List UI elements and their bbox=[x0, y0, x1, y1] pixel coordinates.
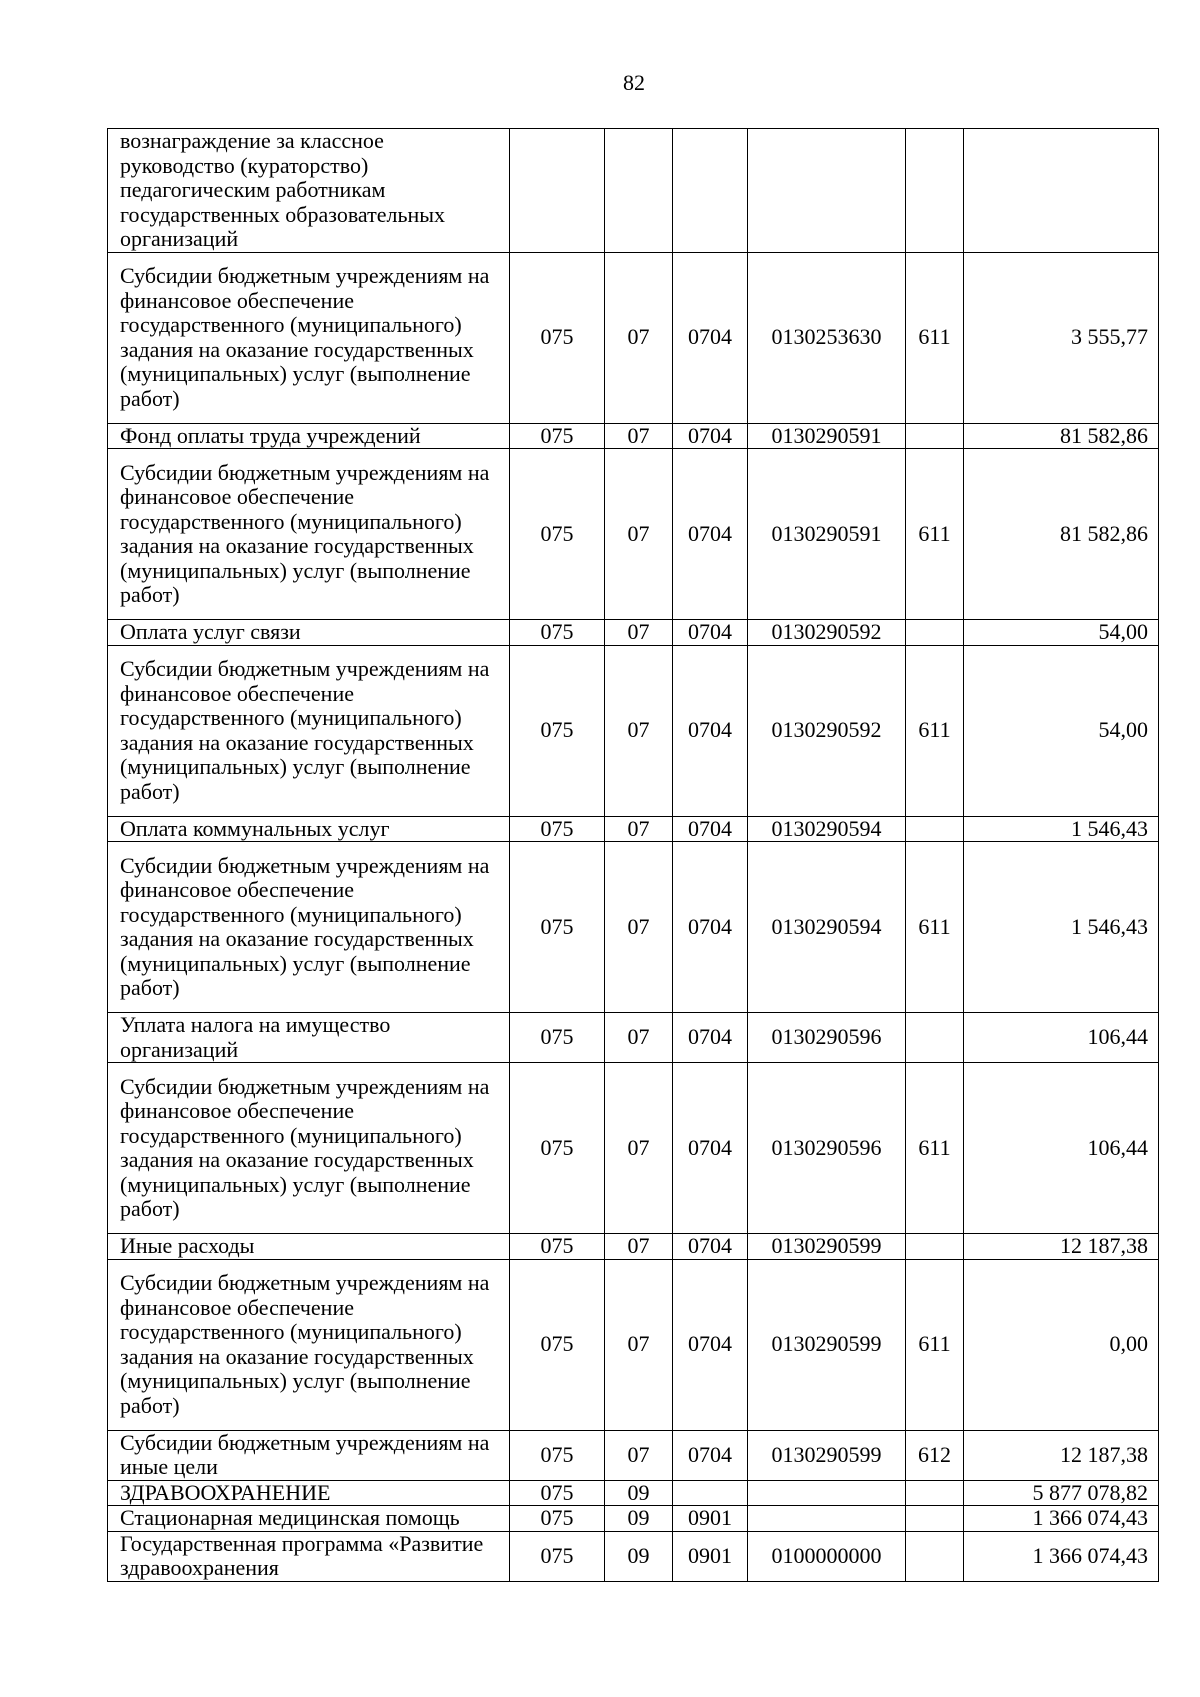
expense-type-cell bbox=[906, 620, 964, 646]
amount-cell: 12 187,38 bbox=[964, 1234, 1159, 1260]
org-code-cell: 075 bbox=[510, 1531, 605, 1581]
amount-cell: 1 546,43 bbox=[964, 816, 1159, 842]
amount-cell: 106,44 bbox=[964, 1063, 1159, 1234]
table-row bbox=[108, 1480, 1159, 1506]
subsection-code-cell: 0704 bbox=[673, 252, 748, 423]
amount-cell: 81 582,86 bbox=[964, 449, 1159, 620]
subsection-code-cell: 0704 bbox=[673, 1013, 748, 1063]
row-name-cell: Государственная программа «Развитие здравоохранения bbox=[108, 1531, 510, 1581]
row-name-cell: Субсидии бюджетным учреждениям на финансовое обеспечение государственного (муниципального) задания на оказание государственных (муниципальных) услуг (выполнение работ) bbox=[108, 252, 510, 423]
row-name-cell: Субсидии бюджетным учреждениям на иные цели bbox=[108, 1430, 510, 1480]
expense-type-cell bbox=[906, 816, 964, 842]
subsection-code-cell bbox=[673, 129, 748, 253]
target-code-cell bbox=[748, 1480, 906, 1506]
org-code-cell: 075 bbox=[510, 645, 605, 816]
target-code-cell: 0130290592 bbox=[748, 620, 906, 646]
table-row bbox=[108, 1234, 1159, 1260]
target-code-cell: 0130290596 bbox=[748, 1063, 906, 1234]
row-name-cell: Субсидии бюджетным учреждениям на финансовое обеспечение государственного (муниципального) задания на оказание государственных (муниципальных) услуг (выполнение работ) bbox=[108, 449, 510, 620]
target-code-cell: 0130290594 bbox=[748, 842, 906, 1013]
target-code-cell: 0130290599 bbox=[748, 1430, 906, 1480]
amount-cell: 3 555,77 bbox=[964, 252, 1159, 423]
subsection-code-cell: 0704 bbox=[673, 645, 748, 816]
amount-cell: 54,00 bbox=[964, 620, 1159, 646]
expense-type-cell bbox=[906, 129, 964, 253]
expense-type-cell: 612 bbox=[906, 1430, 964, 1480]
subsection-code-cell: 0901 bbox=[673, 1506, 748, 1532]
subsection-code-cell: 0704 bbox=[673, 620, 748, 646]
section-code-cell: 07 bbox=[605, 449, 673, 620]
table-row bbox=[108, 620, 1159, 646]
section-code-cell bbox=[605, 129, 673, 253]
section-code-cell: 09 bbox=[605, 1506, 673, 1532]
org-code-cell: 075 bbox=[510, 1013, 605, 1063]
row-name-cell: Фонд оплаты труда учреждений bbox=[108, 423, 510, 449]
row-name-cell: Оплата коммунальных услуг bbox=[108, 816, 510, 842]
org-code-cell: 075 bbox=[510, 423, 605, 449]
table-row bbox=[108, 449, 1159, 620]
subsection-code-cell bbox=[673, 1480, 748, 1506]
row-name-cell: ЗДРАВООХРАНЕНИЕ bbox=[108, 1480, 510, 1506]
org-code-cell: 075 bbox=[510, 816, 605, 842]
amount-cell: 0,00 bbox=[964, 1259, 1159, 1430]
expense-type-cell: 611 bbox=[906, 1063, 964, 1234]
expense-type-cell bbox=[906, 1531, 964, 1581]
org-code-cell bbox=[510, 129, 605, 253]
target-code-cell bbox=[748, 1506, 906, 1532]
section-code-cell: 07 bbox=[605, 816, 673, 842]
table-row bbox=[108, 1259, 1159, 1430]
section-code-cell: 09 bbox=[605, 1480, 673, 1506]
expense-type-cell bbox=[906, 1234, 964, 1260]
org-code-cell: 075 bbox=[510, 1234, 605, 1260]
subsection-code-cell: 0704 bbox=[673, 816, 748, 842]
org-code-cell: 075 bbox=[510, 620, 605, 646]
table-row bbox=[108, 1430, 1159, 1480]
org-code-cell: 075 bbox=[510, 842, 605, 1013]
table-row bbox=[108, 1506, 1159, 1532]
section-code-cell: 07 bbox=[605, 645, 673, 816]
table-row bbox=[108, 1063, 1159, 1234]
expense-type-cell: 611 bbox=[906, 842, 964, 1013]
org-code-cell: 075 bbox=[510, 1259, 605, 1430]
table-row bbox=[108, 842, 1159, 1013]
amount-cell: 1 546,43 bbox=[964, 842, 1159, 1013]
org-code-cell: 075 bbox=[510, 1506, 605, 1532]
target-code-cell: 0100000000 bbox=[748, 1531, 906, 1581]
target-code-cell: 0130290592 bbox=[748, 645, 906, 816]
table-row bbox=[108, 129, 1159, 253]
row-name-cell: Субсидии бюджетным учреждениям на финансовое обеспечение государственного (муниципального) задания на оказание государственных (муниципальных) услуг (выполнение работ) bbox=[108, 645, 510, 816]
section-code-cell: 07 bbox=[605, 1013, 673, 1063]
target-code-cell bbox=[748, 129, 906, 253]
section-code-cell: 07 bbox=[605, 1063, 673, 1234]
target-code-cell: 0130290591 bbox=[748, 449, 906, 620]
page-number: 82 bbox=[623, 70, 645, 95]
amount-cell: 12 187,38 bbox=[964, 1430, 1159, 1480]
section-code-cell: 07 bbox=[605, 620, 673, 646]
row-name-cell: Субсидии бюджетным учреждениям на финансовое обеспечение государственного (муниципального) задания на оказание государственных (муниципальных) услуг (выполнение работ) bbox=[108, 1063, 510, 1234]
amount-cell: 106,44 bbox=[964, 1013, 1159, 1063]
row-name-cell: Иные расходы bbox=[108, 1234, 510, 1260]
amount-cell: 1 366 074,43 bbox=[964, 1531, 1159, 1581]
section-code-cell: 07 bbox=[605, 842, 673, 1013]
row-name-cell: Оплата услуг связи bbox=[108, 620, 510, 646]
amount-cell: 1 366 074,43 bbox=[964, 1506, 1159, 1532]
expense-type-cell: 611 bbox=[906, 252, 964, 423]
section-code-cell: 07 bbox=[605, 1234, 673, 1260]
target-code-cell: 0130290599 bbox=[748, 1259, 906, 1430]
amount-cell: 81 582,86 bbox=[964, 423, 1159, 449]
row-name-cell: Стационарная медицинская помощь bbox=[108, 1506, 510, 1532]
amount-cell: 54,00 bbox=[964, 645, 1159, 816]
section-code-cell: 07 bbox=[605, 1259, 673, 1430]
table-row bbox=[108, 423, 1159, 449]
table-row bbox=[108, 645, 1159, 816]
expense-type-cell bbox=[906, 1480, 964, 1506]
target-code-cell: 0130290591 bbox=[748, 423, 906, 449]
row-name-cell: вознаграждение за классное руководство (кураторство) педагогическим работникам государственных образовательных организаций bbox=[108, 129, 510, 253]
subsection-code-cell: 0704 bbox=[673, 423, 748, 449]
expense-type-cell: 611 bbox=[906, 1259, 964, 1430]
row-name-cell: Субсидии бюджетным учреждениям на финансовое обеспечение государственного (муниципального) задания на оказание государственных (муниципальных) услуг (выполнение работ) bbox=[108, 1259, 510, 1430]
table-row bbox=[108, 1531, 1159, 1581]
org-code-cell: 075 bbox=[510, 1063, 605, 1234]
subsection-code-cell: 0704 bbox=[673, 842, 748, 1013]
expense-type-cell bbox=[906, 1506, 964, 1532]
org-code-cell: 075 bbox=[510, 1430, 605, 1480]
subsection-code-cell: 0704 bbox=[673, 1259, 748, 1430]
section-code-cell: 07 bbox=[605, 252, 673, 423]
table-row bbox=[108, 816, 1159, 842]
expense-type-cell bbox=[906, 1013, 964, 1063]
table-row bbox=[108, 252, 1159, 423]
org-code-cell: 075 bbox=[510, 252, 605, 423]
subsection-code-cell: 0704 bbox=[673, 1234, 748, 1260]
subsection-code-cell: 0901 bbox=[673, 1531, 748, 1581]
target-code-cell: 0130253630 bbox=[748, 252, 906, 423]
amount-cell: 5 877 078,82 bbox=[964, 1480, 1159, 1506]
subsection-code-cell: 0704 bbox=[673, 1063, 748, 1234]
row-name-cell: Субсидии бюджетным учреждениям на финансовое обеспечение государственного (муниципального) задания на оказание государственных (муниципальных) услуг (выполнение работ) bbox=[108, 842, 510, 1013]
amount-cell bbox=[964, 129, 1159, 253]
section-code-cell: 09 bbox=[605, 1531, 673, 1581]
subsection-code-cell: 0704 bbox=[673, 1430, 748, 1480]
budget-table bbox=[107, 128, 1159, 1582]
row-name-cell: Уплата налога на имущество организаций bbox=[108, 1013, 510, 1063]
target-code-cell: 0130290594 bbox=[748, 816, 906, 842]
expense-type-cell bbox=[906, 423, 964, 449]
org-code-cell: 075 bbox=[510, 449, 605, 620]
expense-type-cell: 611 bbox=[906, 449, 964, 620]
org-code-cell: 075 bbox=[510, 1480, 605, 1506]
expense-type-cell: 611 bbox=[906, 645, 964, 816]
target-code-cell: 0130290596 bbox=[748, 1013, 906, 1063]
target-code-cell: 0130290599 bbox=[748, 1234, 906, 1260]
section-code-cell: 07 bbox=[605, 1430, 673, 1480]
subsection-code-cell: 0704 bbox=[673, 449, 748, 620]
section-code-cell: 07 bbox=[605, 423, 673, 449]
table-row bbox=[108, 1013, 1159, 1063]
